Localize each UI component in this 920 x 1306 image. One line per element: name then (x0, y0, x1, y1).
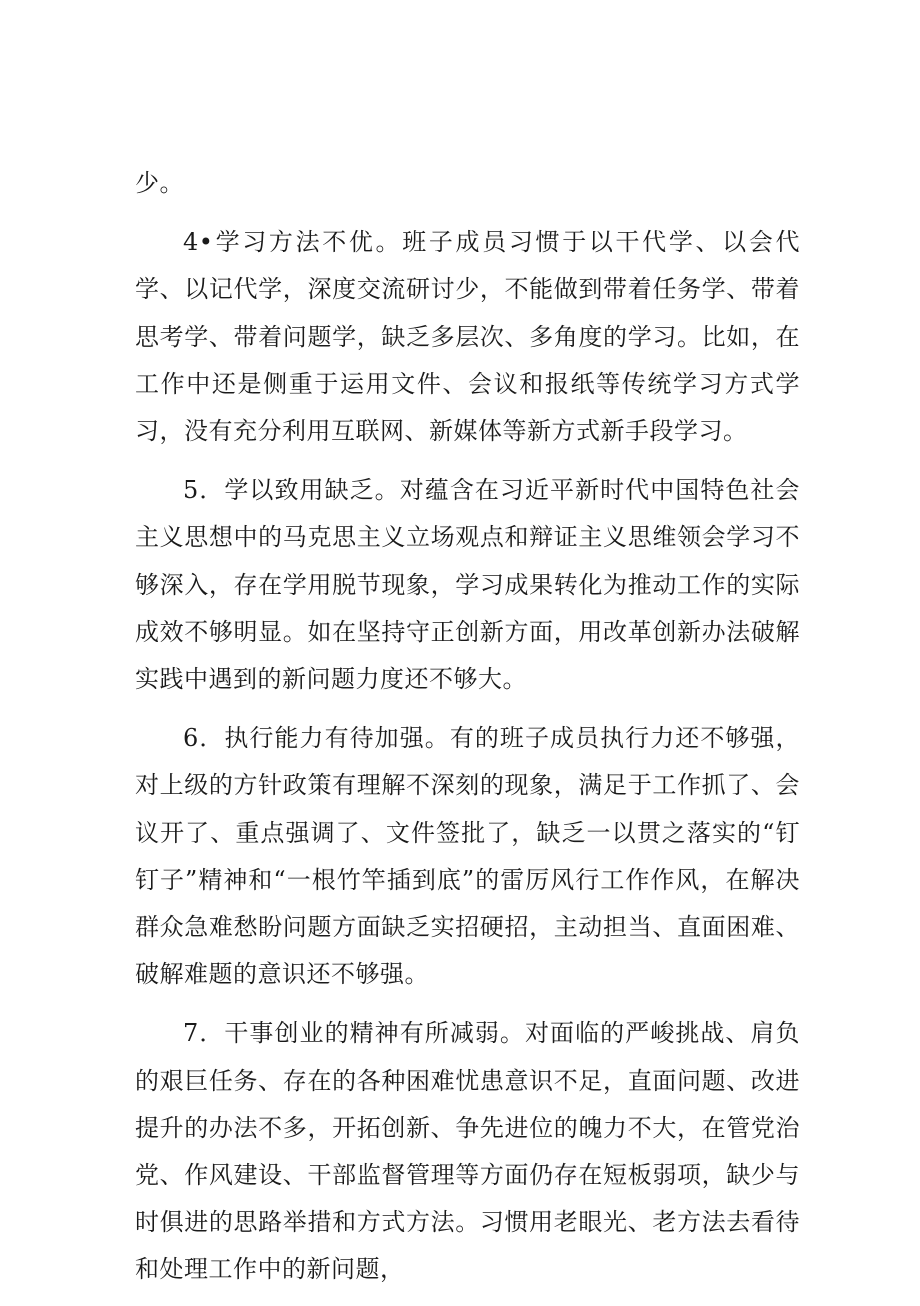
paragraph-continuation: 少。 (135, 169, 184, 197)
paragraph-item-5: 5．学以致用缺乏。对蕴含在习近平新时代中国特色社会主义思想中的马克思主义立场观点和辩证主义思维领会学习不够深入，存在学用脱节现象，学习成果转化为推动工作的实际成效不够明显。如在坚持守正创新方面，用改革创新办法破解实践中遇到的新问题力度还不够大。 (135, 476, 800, 694)
document-body (135, 160, 800, 1306)
paragraph-item-6: 6．执行能力有待加强。有的班子成员执行力还不够强，对上级的方针政策有理解不深刻的现象，满足于工作抓了、会议开了、重点强调了、文件签批了，缺乏一以贯之落实的“钉钉子”精神和“一根竹竿插到底”的雷厉风行工作作风，在解决群众急难愁盼问题方面缺乏实招硬招，主动担当、直面困难、破解难题的意识还不够强。 (135, 724, 800, 989)
paragraph-item-4: 4•学习方法不优。班子成员习惯于以干代学、以会代学、以记代学，深度交流研讨少，不能做到带着任务学、带着思考学、带着问题学，缺乏多层次、多角度的学习。比如，在工作中还是侧重于运用文件、会议和报纸等传统学习方式学习，没有充分利用互联网、新媒体等新方式新手段学习。 (135, 228, 800, 446)
paragraph-item-7: 7．干事创业的精神有所减弱。对面临的严峻挑战、肩负的艰巨任务、存在的各种困难忧患意识不足，直面问题、改进提升的办法不多，开拓创新、争先进位的魄力不大，在管党治党、作风建设、干部监督管理等方面仍存在短板弱项，缺少与时俱进的思路举措和方式方法。习惯用老眼光、老方法去看待和处理工作中的新问题， (135, 1019, 800, 1284)
